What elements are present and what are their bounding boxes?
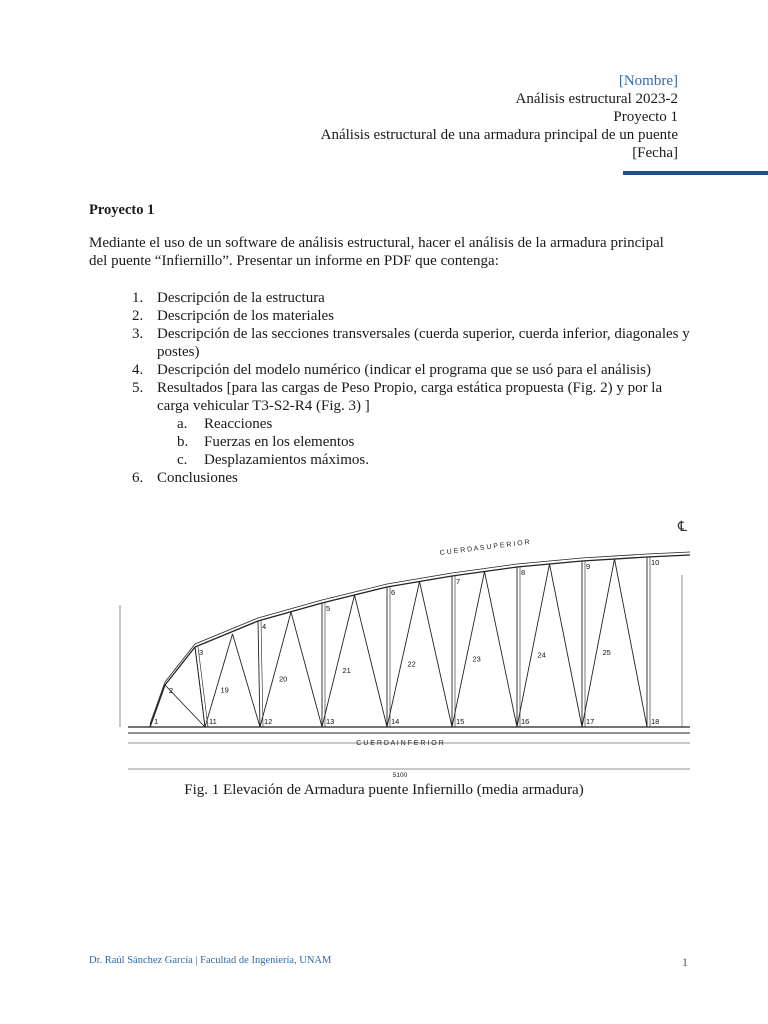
diagonal-label: 20 bbox=[279, 674, 288, 684]
node-label: 11 bbox=[209, 717, 217, 726]
node-label: 16 bbox=[521, 717, 530, 726]
top-chord-segment bbox=[322, 584, 387, 600]
vertical-post bbox=[261, 621, 263, 727]
top-chord-segment bbox=[517, 558, 582, 564]
node-label: 14 bbox=[391, 717, 400, 726]
list-item: 1. Descripción de la estructura bbox=[132, 290, 325, 306]
author-name-placeholder: [Nombre] bbox=[618, 73, 678, 89]
diagonal-member bbox=[452, 572, 485, 728]
node-label: 2 bbox=[169, 686, 174, 695]
diagonal-member bbox=[387, 582, 420, 728]
list-item: 6. Conclusiones bbox=[132, 470, 238, 486]
node-label: 17 bbox=[586, 717, 595, 726]
document-header bbox=[321, 72, 678, 162]
list-item: 3. Descripción de las secciones transversales (cuerda superior, cuerda inferior, diagonales y postes) bbox=[132, 326, 690, 360]
node-label: 5 bbox=[326, 604, 331, 613]
project-number: Proyecto 1 bbox=[613, 109, 678, 125]
diagonal-member bbox=[233, 634, 261, 727]
diagonal-member bbox=[291, 612, 322, 727]
diagonal-label: 25 bbox=[602, 648, 611, 657]
intro-paragraph: Mediante el uso de un software de análisis estructural, hacer el análisis de la armadura principal del puente “Infiernillo”. Presentar un informe en PDF que contenga: bbox=[89, 235, 664, 269]
requirements-list bbox=[132, 289, 692, 487]
diagonal-member bbox=[420, 582, 453, 728]
diagonal-member bbox=[322, 595, 355, 727]
list-subitem: a. Reacciones bbox=[177, 416, 273, 432]
top-chord-segment bbox=[165, 644, 195, 682]
node-label: 6 bbox=[391, 588, 396, 597]
list-item: 5. Resultados [para las cargas de Peso Propio, carga estática propuesta (Fig. 2) y por la carga vehicular T3-S2-R4 (Fig. 3) ] bbox=[132, 380, 663, 414]
diagonal-label: 22 bbox=[407, 659, 416, 669]
node-label: 15 bbox=[456, 717, 465, 726]
top-chord-segment bbox=[258, 603, 322, 621]
node-label: 13 bbox=[326, 717, 335, 726]
diagonal-member bbox=[582, 559, 615, 727]
diagonal-member bbox=[355, 595, 388, 727]
list-subitem: b. Fuerzas en los elementos bbox=[177, 434, 355, 450]
top-chord-label: C U E R D A S U P E R I O R bbox=[439, 539, 531, 557]
bottom-chord-label: C U E R D A I N F E R I O R bbox=[356, 740, 444, 747]
project-title: Análisis estructural de una armadura principal de un puente bbox=[320, 127, 678, 143]
list-subitem: c. Desplazamientos máximos. bbox=[177, 452, 369, 468]
list-item: 4. Descripción del modelo numérico (indicar el programa que se usó para el análisis) bbox=[132, 362, 651, 378]
vertical-post bbox=[198, 647, 208, 727]
top-chord-segment bbox=[195, 618, 258, 644]
diagonal-label: 19 bbox=[220, 685, 229, 695]
list-item: 2. Descripción de los materiales bbox=[132, 308, 335, 324]
footer-author: Dr. Raúl Sánchez García | Facultad de Ingeniería, UNAM bbox=[89, 955, 332, 966]
centerline-symbol: ℄ bbox=[678, 518, 687, 534]
top-chord-segment bbox=[195, 621, 258, 647]
node-label: 18 bbox=[651, 717, 660, 726]
diagonal-label: 24 bbox=[537, 650, 546, 660]
page-number: 1 bbox=[682, 955, 688, 969]
node-label: 1 bbox=[154, 717, 159, 726]
diagonal-member bbox=[195, 647, 205, 727]
top-chord-segment bbox=[647, 555, 690, 557]
diagonal-member bbox=[205, 634, 233, 727]
node-label: 10 bbox=[651, 558, 660, 567]
diagonal-member bbox=[615, 559, 648, 727]
vertical-post bbox=[258, 621, 260, 727]
diagonal-member bbox=[550, 564, 583, 727]
node-label: 9 bbox=[586, 562, 591, 571]
figure-caption: Fig. 1 Elevación de Armadura puente Infiernillo (media armadura) bbox=[184, 782, 584, 798]
header-rule bbox=[623, 171, 768, 175]
top-chord-segment bbox=[165, 647, 195, 685]
node-label: 12 bbox=[264, 717, 273, 726]
top-chord-segment bbox=[647, 552, 690, 554]
course-name: Análisis estructural 2023-2 bbox=[515, 91, 678, 107]
date-placeholder: [Fecha] bbox=[632, 145, 678, 161]
node-label: 3 bbox=[199, 648, 204, 657]
node-label: 4 bbox=[262, 622, 267, 631]
node-label: 7 bbox=[456, 577, 461, 586]
node-label: 8 bbox=[521, 568, 526, 577]
diagonal-label: 23 bbox=[472, 654, 481, 664]
total-dimension: 5100 bbox=[392, 772, 408, 779]
section-title: Proyecto 1 bbox=[89, 202, 155, 218]
diagonal-member bbox=[485, 572, 518, 728]
diagonal-member bbox=[517, 564, 550, 727]
truss-elevation-drawing bbox=[110, 515, 700, 785]
diagonal-label: 21 bbox=[342, 666, 351, 675]
